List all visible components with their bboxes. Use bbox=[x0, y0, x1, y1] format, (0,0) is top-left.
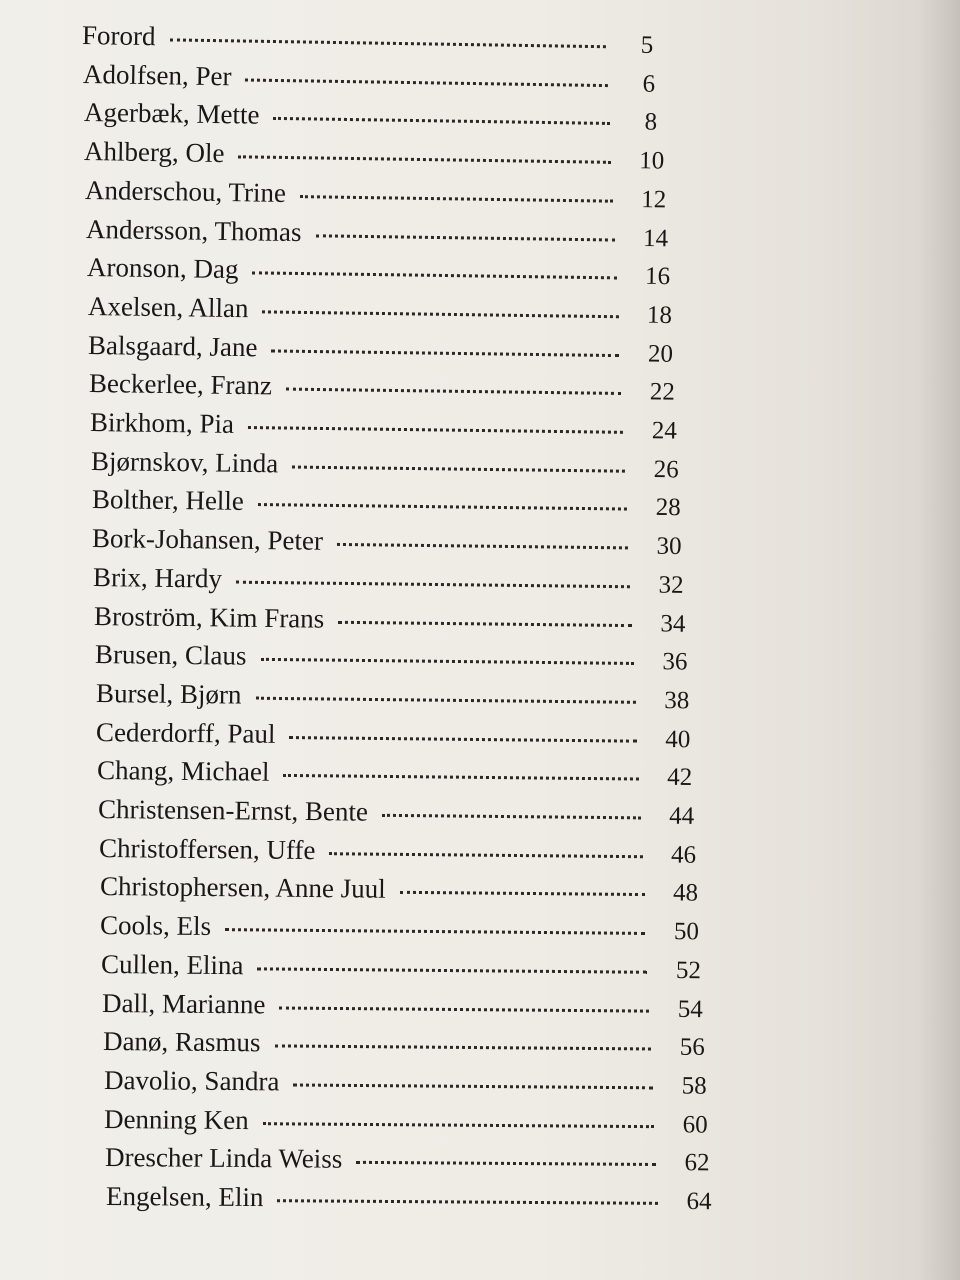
dot-leader bbox=[248, 426, 623, 434]
dot-leader bbox=[315, 234, 614, 241]
toc-entry-page: 62 bbox=[684, 1149, 710, 1177]
toc-entry-name: Aronson, Dag bbox=[86, 252, 239, 285]
toc-entry-name: Bolther, Helle bbox=[91, 484, 244, 517]
toc-entry bbox=[92, 523, 705, 566]
dot-leader bbox=[286, 388, 621, 395]
dot-leader bbox=[284, 774, 639, 781]
dot-leader bbox=[258, 967, 648, 973]
toc-entry-page: 24 bbox=[651, 417, 677, 445]
toc-entry bbox=[84, 136, 687, 181]
dot-leader bbox=[252, 271, 616, 279]
toc-entry bbox=[106, 1181, 734, 1221]
dot-leader bbox=[236, 580, 630, 588]
dot-leader bbox=[245, 78, 607, 87]
toc-entry-page: 52 bbox=[675, 956, 702, 985]
toc-entry-page: 46 bbox=[670, 841, 697, 869]
dot-leader bbox=[279, 1006, 649, 1012]
toc-entry-page: 64 bbox=[686, 1188, 712, 1216]
toc-entry-page: 28 bbox=[655, 494, 681, 522]
dot-leader bbox=[273, 117, 609, 125]
toc-entry-name: Ahlberg, Ole bbox=[84, 136, 226, 169]
toc-entry-name: Drescher Linda Weiss bbox=[105, 1142, 343, 1175]
toc-entry-page: 22 bbox=[649, 378, 676, 406]
toc-entry bbox=[96, 717, 713, 759]
toc-entry-page: 34 bbox=[660, 609, 686, 638]
dot-leader bbox=[272, 349, 620, 357]
toc-entry bbox=[100, 910, 722, 952]
toc-entry-name: Engelsen, Elin bbox=[105, 1181, 264, 1213]
dot-leader bbox=[239, 155, 611, 164]
dot-leader bbox=[290, 736, 637, 743]
toc-entry bbox=[105, 1142, 732, 1183]
toc-entry-page: 50 bbox=[674, 918, 700, 946]
toc-entry bbox=[99, 833, 719, 875]
toc-entry-page: 30 bbox=[656, 532, 683, 561]
toc-entry-page: 26 bbox=[653, 455, 679, 484]
toc-entry-name: Adolfsen, Per bbox=[82, 58, 232, 91]
toc-entry bbox=[87, 252, 693, 296]
dot-leader bbox=[225, 928, 645, 935]
toc-entry-name: Cools, Els bbox=[100, 910, 212, 942]
toc-entry bbox=[89, 368, 698, 412]
toc-entry-name: Christensen-Ernst, Bente bbox=[97, 794, 369, 827]
toc-entry-page: 42 bbox=[667, 764, 693, 792]
toc-entry-name: Beckerlee, Franz bbox=[89, 368, 273, 401]
dot-leader bbox=[263, 1122, 654, 1128]
dot-leader bbox=[382, 814, 641, 820]
toc-entry-page: 58 bbox=[681, 1072, 707, 1100]
toc-entry bbox=[93, 562, 706, 605]
dot-leader bbox=[300, 195, 613, 203]
toc-entry-name: Chang, Michael bbox=[97, 755, 270, 788]
toc-entry-name: Cullen, Elina bbox=[101, 948, 244, 981]
dot-leader bbox=[255, 697, 635, 704]
toc-entry-page: 60 bbox=[682, 1110, 709, 1139]
toc-entry bbox=[90, 407, 700, 451]
toc-entry-name: Bursel, Bjørn bbox=[95, 677, 242, 710]
toc-entry bbox=[101, 949, 724, 990]
toc-entry-name: Agerbæk, Mette bbox=[83, 97, 260, 131]
dot-leader bbox=[293, 1083, 653, 1089]
toc-entry-page: 20 bbox=[648, 340, 674, 368]
dot-leader bbox=[329, 852, 642, 858]
toc-entry-page: 44 bbox=[669, 802, 695, 830]
dot-leader bbox=[262, 310, 618, 318]
toc-entry-page: 5 bbox=[640, 31, 654, 59]
toc-entry-name: Cederdorff, Paul bbox=[96, 716, 277, 749]
toc-entry bbox=[91, 484, 703, 527]
toc-entry-name: Christoffersen, Uffe bbox=[98, 832, 316, 865]
toc-entry-name: Davolio, Sandra bbox=[103, 1064, 280, 1097]
toc-entry-page: 32 bbox=[658, 571, 684, 599]
toc-entry-name: Anderschou, Trine bbox=[85, 174, 287, 208]
toc-entry bbox=[91, 446, 702, 490]
toc-entry-page: 40 bbox=[665, 725, 691, 753]
dot-leader bbox=[338, 620, 632, 626]
dot-leader bbox=[399, 891, 644, 896]
toc-entry bbox=[99, 871, 720, 913]
dot-leader bbox=[356, 1161, 656, 1166]
dot-leader bbox=[274, 1045, 651, 1051]
toc-entry-name: Danø, Rasmus bbox=[102, 1026, 261, 1058]
toc-entry-page: 18 bbox=[646, 301, 672, 329]
toc-entry-name: Christophersen, Anne Juul bbox=[99, 871, 386, 905]
toc-entry bbox=[86, 214, 691, 259]
toc-entry bbox=[85, 175, 689, 220]
toc-entry bbox=[98, 794, 717, 836]
toc-entry-name: Bjørnskov, Linda bbox=[90, 445, 279, 479]
toc-entry bbox=[97, 755, 715, 797]
toc-entry-page: 10 bbox=[639, 147, 665, 175]
toc-entry bbox=[103, 1026, 728, 1067]
toc-entry-name: Birkhom, Pia bbox=[89, 407, 235, 439]
toc-entry bbox=[94, 601, 708, 644]
toc-entry-name: Axelsen, Allan bbox=[87, 290, 249, 324]
toc-entry bbox=[87, 291, 694, 335]
toc-entry-name: Bork-Johansen, Peter bbox=[92, 523, 324, 556]
toc-entry bbox=[83, 97, 685, 142]
toc-entry-page: 16 bbox=[644, 262, 671, 291]
toc-entry bbox=[103, 1065, 728, 1106]
toc-entry bbox=[104, 1104, 730, 1145]
dot-leader bbox=[337, 543, 628, 549]
toc-entry-name: Brix, Hardy bbox=[93, 561, 223, 594]
toc-entry-page: 54 bbox=[677, 995, 703, 1023]
toc-entry-name: Andersson, Thomas bbox=[85, 213, 302, 247]
toc-entry-name: Brusen, Claus bbox=[94, 639, 247, 671]
toc-entry-page: 12 bbox=[641, 185, 667, 214]
dot-leader bbox=[260, 658, 633, 665]
toc-entry bbox=[102, 988, 726, 1029]
toc-entry-name: Dall, Marianne bbox=[101, 987, 266, 1019]
toc-entry bbox=[88, 330, 696, 374]
dot-leader bbox=[292, 465, 625, 472]
toc-entry-name: Broström, Kim Frans bbox=[93, 600, 325, 634]
toc-entry-name: Forord bbox=[81, 20, 156, 52]
page-edge-shadow bbox=[918, 0, 960, 1280]
toc-entry-page: 48 bbox=[672, 879, 698, 907]
dot-leader bbox=[169, 38, 605, 48]
toc-entry-name: Balsgaard, Jane bbox=[88, 329, 259, 362]
toc-entry bbox=[95, 678, 711, 721]
toc-entry bbox=[82, 20, 682, 65]
dot-leader bbox=[277, 1199, 658, 1205]
toc-entry bbox=[95, 639, 710, 682]
toc-entry bbox=[83, 59, 684, 104]
toc-entry-page: 6 bbox=[642, 70, 656, 98]
toc-entry-name: Denning Ken bbox=[104, 1103, 250, 1135]
toc-entry-page: 36 bbox=[662, 648, 688, 676]
dot-leader bbox=[257, 503, 626, 511]
toc-entry-page: 56 bbox=[679, 1033, 705, 1062]
toc-entry-page: 38 bbox=[663, 687, 690, 715]
toc-entry-page: 8 bbox=[643, 108, 657, 137]
toc-entry-page: 14 bbox=[642, 224, 669, 252]
